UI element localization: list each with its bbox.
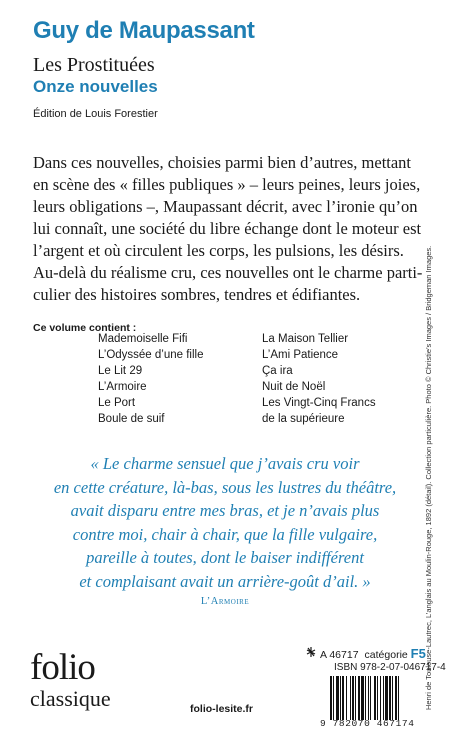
- pull-quote: [40, 452, 410, 593]
- blurb-line: lui connaît, une société du libre échange dont le moteur est: [33, 219, 422, 238]
- barcode-bar: [380, 676, 381, 720]
- barcode-bar: [333, 676, 334, 720]
- blurb-line: Au-delà du réalisme cru, ces nouvelles ont le charme parti-: [33, 263, 423, 282]
- edition-note: Édition de Louis Forestier: [33, 108, 158, 120]
- category-label: catégorie: [364, 649, 408, 661]
- barcode-bar: [340, 676, 341, 720]
- barcode-bar: [389, 676, 391, 720]
- barcode-bar: [370, 676, 371, 720]
- quote-line: « Le charme sensuel que j’avais cru voir: [90, 454, 360, 473]
- contents-item: Mademoiselle Fifi: [98, 333, 188, 345]
- barcode-bar: [385, 676, 388, 720]
- blurb-line: en scène des « filles publiques » – leurs peines, leurs joies,: [33, 175, 421, 194]
- barcode-bar: [355, 676, 356, 720]
- blurb: [33, 152, 423, 306]
- barcode-bar: [352, 676, 354, 720]
- contents-item: Ça ira: [262, 365, 293, 377]
- quote-source: [0, 596, 450, 607]
- barcode-bar: [392, 676, 393, 720]
- quote-source-text: L’Armoire: [200, 596, 250, 607]
- image-credit: Henri de Toulouse-Lautrec, L’anglais au Moulin-Rouge, 1892 (détail). Collection particulière. Photo © Christie’s Images / Bridgeman Images.: [424, 245, 433, 710]
- contents-item: Le Lit 29: [98, 365, 143, 377]
- quote-line: pareille à toutes, dont le baiser indifférent: [86, 548, 364, 567]
- quote-line: contre moi, chair à chair, que la fille vulgaire,: [72, 524, 378, 544]
- barcode-bar: [342, 676, 344, 720]
- barcode-bar: [365, 676, 366, 720]
- blurb-line: culier des histoires sombres, tendres et édifiantes.: [33, 285, 361, 304]
- contents-list-right: [262, 331, 376, 427]
- barcode-bar: [383, 676, 384, 720]
- blurb-line: l’argent et où circulent les corps, les pulsions, les désirs.: [33, 241, 404, 260]
- barcode-digits: 9 782070 467174: [320, 718, 415, 729]
- barcode: [330, 676, 426, 720]
- isbn: ISBN 978-2-07-046717-4: [334, 662, 446, 673]
- barcode-bar: [350, 676, 351, 720]
- barcode-bar: [368, 676, 369, 720]
- barcode-bar: [346, 676, 347, 720]
- quote-line: en cette créature, là-bas, sous les lustres du théâtre,: [53, 477, 397, 497]
- barcode-bar: [377, 676, 378, 720]
- contents-item: Les Vingt-Cinq Francs: [262, 397, 376, 409]
- contents-item: L’Ami Patience: [262, 349, 339, 361]
- catalog-number: A 46717: [320, 649, 359, 661]
- barcode-bar: [395, 676, 397, 720]
- barcode-bar: [358, 676, 360, 720]
- category-code: F5: [410, 646, 426, 661]
- blurb-line: Dans ces nouvelles, choisies parmi bien d’autres, mettant: [33, 153, 412, 172]
- catalog-info: [320, 646, 426, 661]
- book-subtitle: Onze nouvelles: [33, 77, 158, 96]
- barcode-bar: [330, 676, 332, 720]
- contents-item: L’Armoire: [98, 381, 147, 393]
- author-name: Guy de Maupassant: [33, 17, 255, 44]
- barcode-bar: [398, 676, 399, 720]
- folio-logo: folio: [30, 647, 95, 688]
- quote-line: avait disparu entre mes bras, et je n’avais plus: [70, 501, 380, 520]
- contents-item: La Maison Tellier: [262, 333, 349, 345]
- blurb-line: leurs obligations –, Maupassant décrit, avec l’ironie qu’on: [33, 197, 418, 216]
- publisher-flag-icon: [305, 646, 317, 658]
- contents-item: de la supérieure: [262, 413, 345, 425]
- barcode-bar: [361, 676, 364, 720]
- website-link[interactable]: folio-lesite.fr: [190, 703, 254, 715]
- contents-item: L’Odyssée d’une fille: [98, 349, 204, 361]
- quote-line: et complaisant avait un arrière-goût d’ail. »: [79, 571, 371, 591]
- volume-contents-label: Ce volume contient :: [33, 322, 137, 334]
- barcode-bar: [336, 676, 339, 720]
- contents-item: Nuit de Noël: [262, 381, 326, 393]
- contents-item: Boule de suif: [98, 413, 165, 425]
- contents-item: Le Port: [98, 397, 136, 409]
- barcode-bar: [374, 676, 376, 720]
- collection-name: classique: [30, 686, 111, 711]
- book-title: Les Prostituées: [33, 54, 155, 76]
- contents-list-left: [98, 331, 203, 427]
